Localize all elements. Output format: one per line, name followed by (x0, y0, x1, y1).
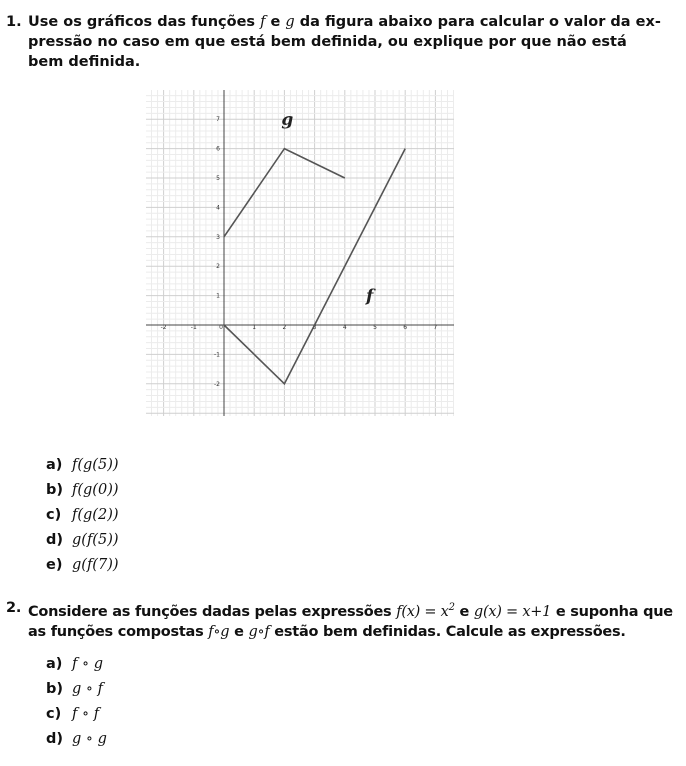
y-tick-label: 7 (216, 116, 220, 124)
question-2-text-c: e suponha que as funções compostas (28, 603, 673, 640)
question-2-text-d: e (229, 623, 249, 640)
item-label: b) (46, 680, 64, 697)
item-label: c) (46, 705, 62, 722)
function-graph (146, 90, 454, 416)
item-expression: g(f(7)) (72, 556, 119, 573)
x-tick-label: 3 (312, 324, 317, 331)
y-tick-label: 5 (216, 175, 220, 182)
item-label: a) (46, 655, 63, 672)
question-1-g: g (285, 14, 295, 30)
item-label: d) (46, 730, 64, 747)
item-label: b) (46, 481, 64, 498)
question-2 (6, 598, 676, 642)
y-tick-label: -1 (214, 351, 220, 359)
question-2-g-expr: g(x) = x+1 (473, 603, 552, 620)
item-expression: g(f(5)) (72, 531, 119, 548)
question-2-text-e: estão bem definidas. Calcule as expressões. (269, 623, 626, 640)
y-tick-label: 4 (216, 204, 220, 212)
question-2-comp-fg: f∘g (208, 623, 230, 640)
question-2-items (46, 651, 107, 751)
item-expression: f ∘ f (72, 705, 100, 722)
question-1-text (28, 12, 666, 72)
y-tick-label: 1 (216, 292, 220, 300)
x-tick-label: 2 (282, 324, 287, 331)
question-2-text (28, 598, 676, 642)
x-tick-label: 0 (219, 324, 223, 331)
x-tick-label: -2 (160, 324, 167, 331)
item-expression: f(g(0)) (72, 481, 119, 498)
question-2-text-b: e (454, 603, 474, 620)
item-expression: f(g(2)) (72, 506, 119, 523)
question-1-f: f (260, 14, 266, 30)
question-2-f-exponent: 2 (448, 602, 455, 613)
item-expression: g ∘ f (72, 680, 103, 697)
list-item (46, 502, 119, 527)
item-label: a) (46, 456, 63, 473)
item-expression: f ∘ g (72, 655, 103, 672)
list-item (46, 527, 119, 552)
x-tick-label: 6 (403, 324, 408, 331)
question-1-items (46, 452, 119, 577)
list-item (46, 477, 119, 502)
list-item (46, 452, 119, 477)
list-item (46, 552, 119, 577)
list-item (46, 651, 107, 676)
list-item (46, 701, 107, 726)
item-label: d) (46, 531, 64, 548)
item-expression: f(g(5)) (72, 456, 119, 473)
y-tick-label: 6 (216, 145, 220, 153)
x-tick-label: 4 (342, 324, 347, 331)
list-item (46, 726, 107, 751)
question-1-text-b: e (265, 14, 286, 30)
list-item (46, 676, 107, 701)
item-expression: g ∘ g (72, 730, 107, 747)
question-1 (6, 12, 666, 72)
question-2-comp-gf: g∘f (248, 623, 270, 640)
question-2-number: 2. (6, 600, 22, 616)
question-1-text-c: da figura abaixo para calcular o valor da ex- pressão no caso em que está bem definida, ou explique por que não está bem definida. (28, 14, 661, 70)
question-1-text-a: Use os gráficos das funções (28, 14, 261, 30)
y-tick-label: 3 (216, 233, 220, 241)
y-tick-label: 2 (216, 263, 220, 271)
series-f-label: f (365, 286, 374, 307)
x-tick-label: 5 (373, 324, 377, 331)
x-tick-label: -1 (190, 324, 197, 331)
x-tick-label: 1 (252, 324, 257, 331)
item-label: e) (46, 556, 63, 573)
x-tick-label: 7 (433, 324, 438, 331)
question-2-f-expr: f(x) = x (396, 603, 449, 620)
series-g-label: g (281, 110, 294, 131)
question-1-number: 1. (6, 14, 22, 30)
question-2-text-a: Considere as funções dadas pelas expressões (28, 603, 397, 620)
y-tick-label: -2 (214, 380, 220, 388)
item-label: c) (46, 506, 62, 523)
